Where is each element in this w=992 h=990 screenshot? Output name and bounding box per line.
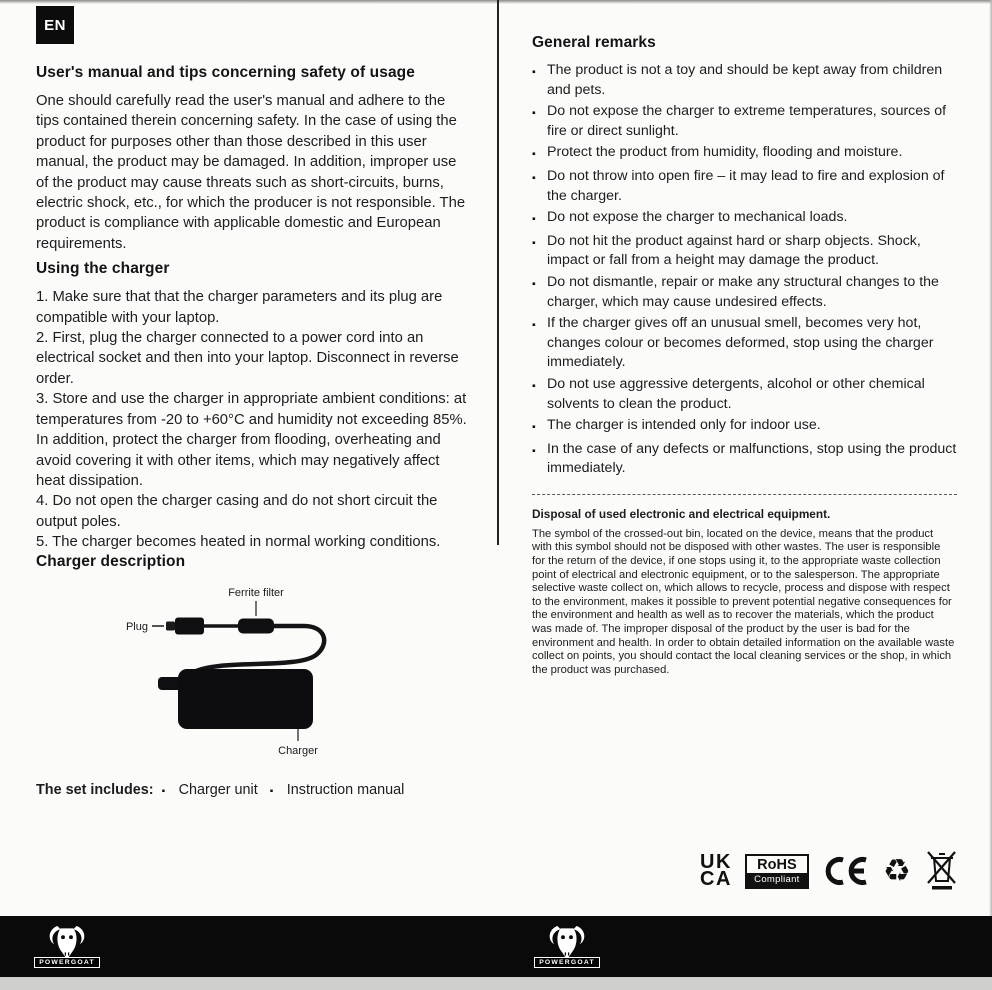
disposal-paragraph: The symbol of the crossed-out bin, located on the device, means that the product with this symbol should not be disposed with other wastes. The user is responsible for the return of the device, if one stops using it, to the appropriate waste collection point of electrical and electronic equipment, or to the salesperson. The appropriate selective waste collect on, which allows to recycle, process and dispose with respect to the environment, makes it possible to prevent potential negative consequences for the environment and health as well as to recover the materials, which the product was made of. The improper disposal of the product by the user is bad for the environment and health. In order to obtain detailed information on the available waste collect on points, you should contact the local cleaning services or the shop, in which the product was purchased. <box>532 527 955 676</box>
square-bullet-icon: ▪ <box>532 107 536 120</box>
page-top-edge <box>0 0 992 4</box>
set-includes-label: The set includes: <box>36 781 154 798</box>
brand-name: POWERGOAT <box>534 957 600 968</box>
left-column <box>36 64 468 798</box>
plug-label: Plug <box>125 620 148 633</box>
brand-logo <box>30 922 104 968</box>
step-item: 5. The charger becomes heated in normal working conditions. <box>36 534 441 551</box>
square-bullet-icon: ▪ <box>532 277 536 290</box>
remark-item: ▪ Do not hit the product against hard or sharp objects. Shock, impact or fall from a height may damage the product. <box>532 232 962 271</box>
remark-item: ▪ If the charger gives off an unusual smell, becomes very hot, changes colour or becomes deformed, stop using the charger immediately. <box>532 314 962 373</box>
ukca-mark: UK CA <box>700 850 732 890</box>
remark-item: ▪ Do not throw into open fire – it may lead to fire and explosion of the charger. <box>532 167 962 206</box>
square-bullet-icon: ▪ <box>532 444 536 457</box>
right-column <box>532 34 962 677</box>
section-title-charger-description: Charger description <box>36 552 186 570</box>
step-item: 2. First, plug the charger connected to a power cord into an electrical socket and then into your laptop. Disconnect in reverse order. <box>36 330 459 387</box>
set-includes-item: ▪ Instruction manual <box>269 781 405 798</box>
step-item: 1. Make sure that that the charger parameters and its plug are compatible with your laptop. <box>36 289 443 326</box>
square-bullet-icon: ▪ <box>532 236 536 249</box>
step-item: 4. Do not open the charger casing and do not short circuit the output poles. <box>36 493 438 530</box>
footer-band <box>0 916 992 977</box>
remark-item: ▪ Do not dismantle, repair or make any structural changes to the charger, which may cause undesired effects. <box>532 273 962 312</box>
section-title-usage: User's manual and tips concerning safety of usage <box>36 64 415 81</box>
goat-logo-icon <box>43 922 91 962</box>
section-title-using-charger: Using the charger <box>36 260 170 278</box>
ferrite-filter-label: Ferrite filter <box>228 586 284 599</box>
remark-item: ▪ The charger is intended only for indoor use. <box>532 416 962 438</box>
set-includes-item: ▪ Charger unit <box>161 781 258 798</box>
square-bullet-icon: ▪ <box>532 379 536 392</box>
column-divider <box>497 0 499 545</box>
remark-item: ▪ In the case of any defects or malfunctions, stop using the product immediately. <box>532 440 962 479</box>
recycle-icon: ♻ <box>882 852 911 889</box>
step-item: 3. Store and use the charger in appropriate ambient conditions: at temperatures from -20 to +60°C and humidity not exceeding 85%. In addition, protect the charger from flooding, overheating and avoid covering it with other items, which may negatively affect heat dissipation. <box>36 391 467 489</box>
remark-item: ▪ Do not expose the charger to mechanical loads. <box>532 208 962 230</box>
square-bullet-icon: ▪ <box>269 785 274 797</box>
square-bullet-icon: ▪ <box>532 421 536 434</box>
dashed-divider <box>532 494 957 495</box>
ferrite-filter-shape <box>238 618 274 633</box>
brand-name: POWERGOAT <box>34 957 100 968</box>
compliance-marks <box>700 846 962 896</box>
disposal-title: Disposal of used electronic and electrical equipment. <box>532 506 831 521</box>
weee-bin-icon <box>924 850 958 892</box>
page-bottom-edge <box>0 977 992 990</box>
usage-paragraph: One should carefully read the user's manual and adhere to the tips contained therein concerning safety. In the case of using the product for purposes other than those described in this user manual, the product may be damaged. In addition, improper use of the product may cause threats such as short-circuits, burns, electric shock, etc., for which the producer is not responsible. The product is compliance with applicable domestic and European requirements. <box>36 93 466 252</box>
set-includes-row <box>36 782 468 798</box>
charger-diagram <box>58 580 438 768</box>
plug-tip-shape <box>166 621 175 630</box>
remark-item: ▪ Do not use aggressive detergents, alcohol or other chemical solvents to clean the product. <box>532 375 962 414</box>
charger-steps <box>36 287 468 552</box>
brand-logo <box>530 922 604 968</box>
remark-item: ▪ Do not expose the charger to extreme temperatures, sources of fire or direct sunlight. <box>532 102 962 141</box>
general-remarks-list <box>532 61 962 479</box>
charger-body-shape <box>178 669 313 729</box>
rohs-mark: RoHS Compliant <box>745 854 809 889</box>
charger-label: Charger <box>278 744 318 757</box>
plug-body-shape <box>175 617 204 634</box>
goat-logo-icon <box>543 922 591 962</box>
section-title-general-remarks: General remarks <box>532 34 656 51</box>
square-bullet-icon: ▪ <box>532 66 536 78</box>
remark-item: ▪ The product is not a toy and should be kept away from children and pets. <box>532 61 962 100</box>
language-badge: EN <box>36 6 74 44</box>
square-bullet-icon: ▪ <box>532 148 536 161</box>
square-bullet-icon: ▪ <box>532 319 536 332</box>
ce-mark-icon <box>822 855 870 887</box>
square-bullet-icon: ▪ <box>532 171 536 184</box>
square-bullet-icon: ▪ <box>532 213 536 226</box>
square-bullet-icon: ▪ <box>161 785 166 797</box>
remark-item: ▪ Protect the product from humidity, flooding and moisture. <box>532 143 962 165</box>
